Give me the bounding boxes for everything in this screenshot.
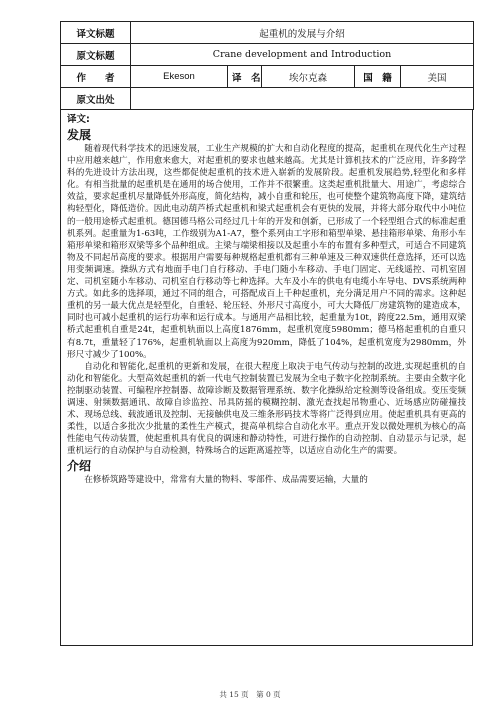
- paragraph-1: 随着现代科学技术的迅速发展，工业生产规模的扩大和自动化程度的提高，起重机在现代化生产过程中应用越来越广，作用愈来愈大，对起重机的要求也越来越高。尤其是计算机技术的广泛应用，许多跨学科的先进设计方法出现，这些都促使起重机的技术进入崭新的发展阶段。起重机发展趋势,轻型化和多样化。有相当批量的起重机是在通用的场合使用，工作并不很繁重。这类起重机批量大、用途广，考虑综合效益，要求起重机尽量降低外形高度，简化结构，减小自重和轮压，也可使整个建筑物高度下降，建筑结构轻型化，降低造价。因此电动葫芦桥式起重机和梁式起重机会有更快的发展，并将大部分取代中小吨位的一般用途桥式起重机。德国德马格公司经过几十年的开发和创新，已形成了一个轻型组合式的标准起重机系列。起重量为1-63吨，工作级别为A1-A7，整个系列由工字形和箱型单梁、悬挂箱形单梁、角形小车箱形单梁和箱形双梁等多个品种组成。主梁与端梁相接以及起重小车的布置有多种型式，可适合不同建筑物及不同起吊高度的要求。根据用户需要每种规格起重机都有三种单速及三种双速供任意选择，还可以选用变频调速。操纵方式有地面手电门自行移动、手电门随小车移动、手电门固定、无线遥控、司机室固定、司机室随小车移动、司机室自行移动等七种选择。大车及小车的供电有电缆小车导电、DVS系统两种方式。如此多的选择项，通过不同的组合，可搭配成百上千种起重机，充分满足用户不同的需求。这种起重机的另一最大优点是轻型化，自重轻、轮压轻、外形尺寸高度小，可大大降低厂房建筑物的建造成本，同时也可减小起重机的运行功率和运行成本。与通用产品相比较，起重量为10t，跨度22.5m，通用双梁桥式起重机自重是24t，起重机轨面以上高度1876mm，起重机宽度5980mm；德马格起重机的自重只有8.7t，重量轻了176%，起重机轨面以上高度为920mm，降低了104%，起重机宽度为2980mm，外形尺寸减少了100%。: [67, 144, 466, 360]
- original-title-value: Crane development and Introduction: [131, 44, 474, 66]
- section-heading-development: 发展: [67, 128, 92, 142]
- metadata-table: [60, 21, 474, 110]
- translation-page: [60, 21, 473, 646]
- title-value: 起重机的发展与介绍: [131, 22, 474, 44]
- page-footer: 共 15 页 第 0 页: [219, 690, 281, 699]
- author-value: Ekeson: [131, 66, 228, 88]
- paragraph-3: 在修桥筑路等建设中，常常有大量的物料、零部件、成品需要运输，大量的: [84, 475, 368, 486]
- nationality-label: 国 籍: [355, 66, 401, 88]
- translation-label: 译文:: [67, 114, 90, 125]
- paragraph-2: 自动化和智能化,起重机的更新和发展，在很大程度上取决于电气传动与控制的改进,实现起重机的自动化和智能化。大型高效起重机的新一代电气控制装置已发展为全电子数字化控制系统。主要由全数字化控制驱动装置、可编程序控制器、故障诊断及数据管理系统、数字化操纵给定检测等设备组成。变压变频调速、射频数据通讯、故障自诊监控、吊具防摇的模糊控制、激光查找起吊物重心、近场感应防碰撞技术、现场总线、载波通讯及控制、无接触供电及三维条形码技术等将广泛得到应用。使起重机具有更高的柔性，以适合多批次少批量的柔性生产模式，提高单机综合自动化水平。重点开发以微处理机为核心的高性能电气传动装置，使起重机具有优良的调速和静动特性，可进行操作的自动控制、自动显示与记录，起重机运行的自动保护与自动检测，特殊场合的远距离遥控等，以适应自动化生产的需要。: [67, 361, 466, 457]
- section-heading-introduction: 介绍: [67, 459, 92, 474]
- nationality-value: 美国: [401, 66, 474, 88]
- author-label: 作 者: [61, 66, 131, 88]
- source-label: 原文出处: [61, 88, 131, 110]
- original-title-label: 原文标题: [61, 44, 131, 66]
- translated-name-value: 埃尔克森: [262, 66, 355, 88]
- title-label: 译文标题: [61, 22, 131, 44]
- translated-name-label: 译 名: [228, 66, 262, 88]
- source-value: [131, 88, 474, 110]
- translation-body: [60, 110, 473, 646]
